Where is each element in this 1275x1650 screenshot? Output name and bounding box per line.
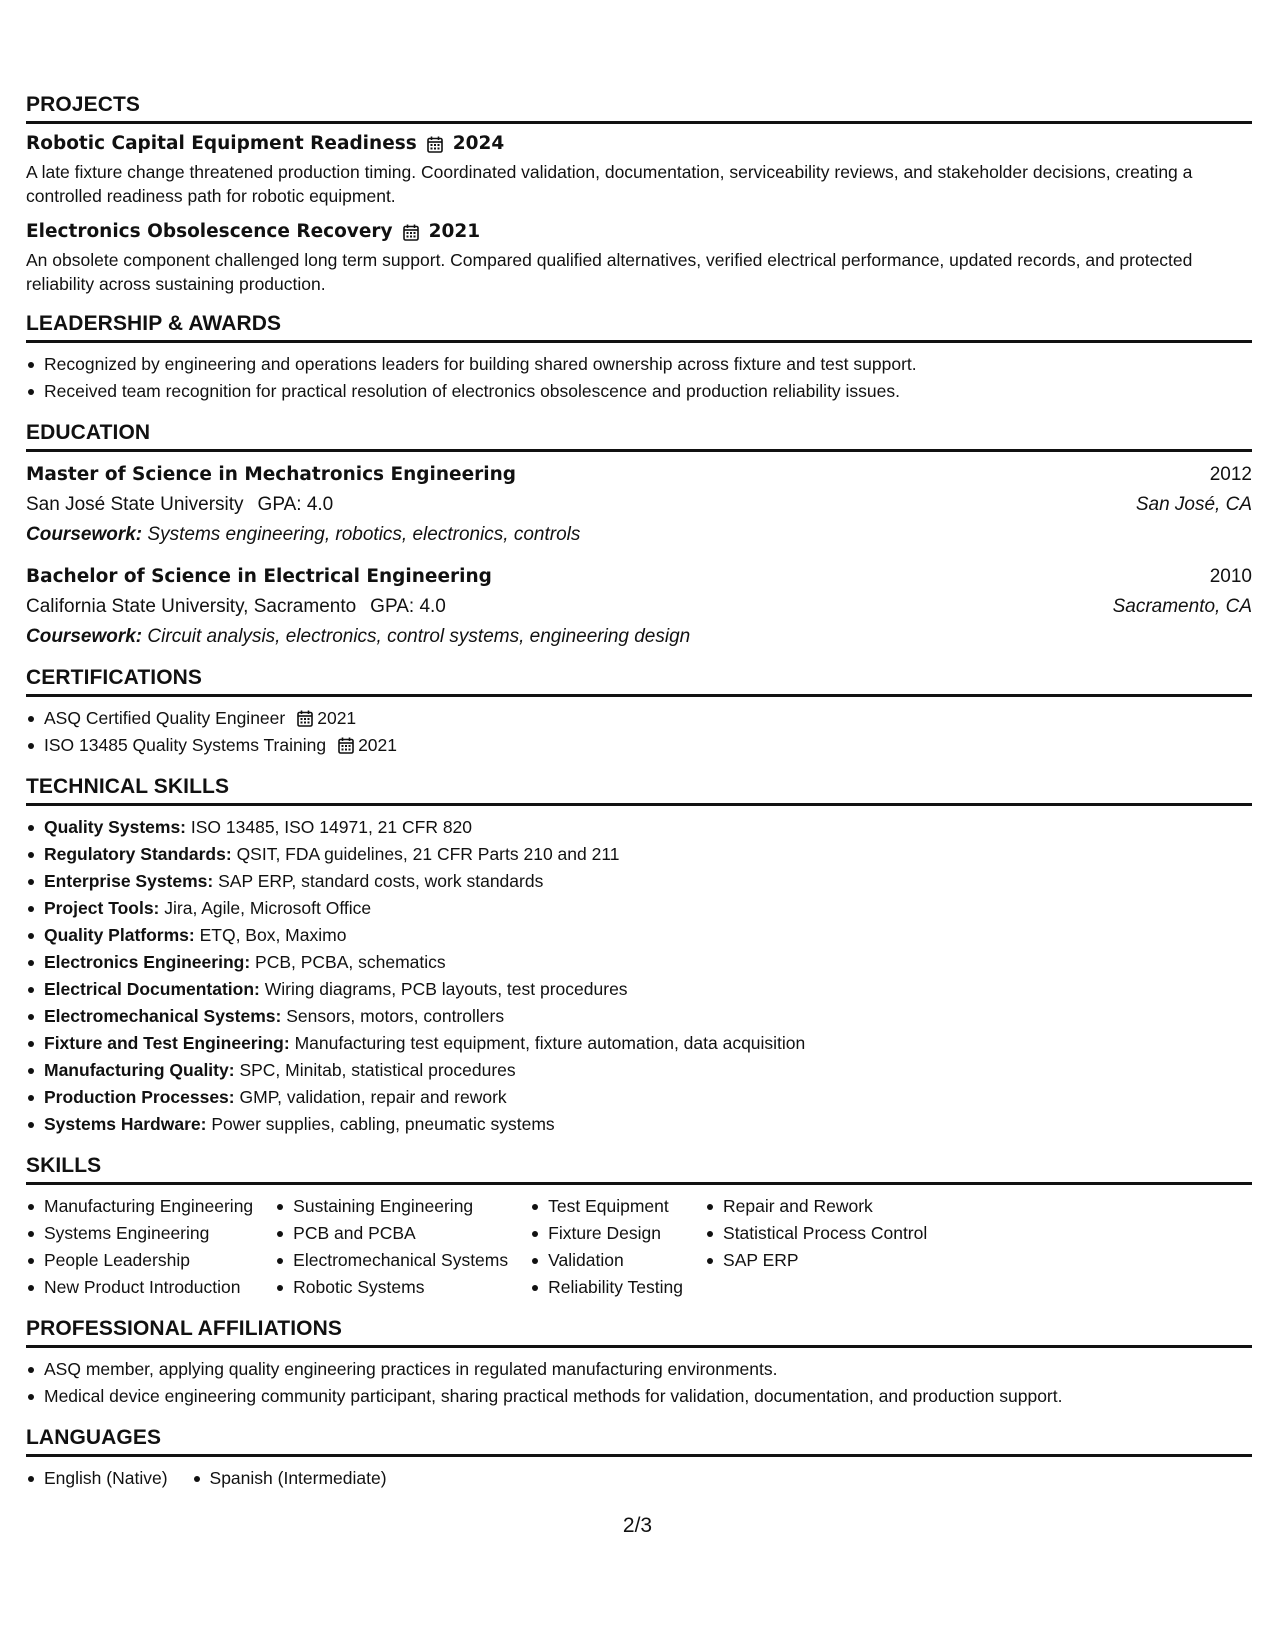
list-item: Robotic Systems (293, 1274, 508, 1301)
list-item (44, 841, 1252, 868)
section-title-skills: SKILLS (26, 1154, 1252, 1185)
coursework: Circuit analysis, electronics, control systems, engineering design (147, 626, 691, 647)
affiliations-list (26, 1356, 1252, 1410)
list-item (44, 922, 1252, 949)
list-item: New Product Introduction (44, 1274, 253, 1301)
graduation-year: 2010 (1209, 566, 1252, 587)
skill-value: Sensors, motors, controllers (286, 1006, 505, 1026)
project-item (26, 220, 1252, 296)
skills-section (26, 1154, 1252, 1301)
school-location: Sacramento, CA (1112, 596, 1252, 617)
skill-value: Wiring diagrams, PCB layouts, test procedures (264, 979, 628, 999)
leadership-section (26, 312, 1252, 405)
gpa: GPA: 4.0 (257, 494, 334, 515)
page-number: 2/3 (622, 1514, 653, 1537)
skills-column (705, 1193, 927, 1301)
list-item: Statistical Process Control (723, 1220, 927, 1247)
certification-name: ASQ Certified Quality Engineer (44, 708, 286, 728)
skill-value: GMP, validation, repair and rework (239, 1087, 507, 1107)
gpa: GPA: 4.0 (370, 596, 446, 617)
list-item: Manufacturing Engineering (44, 1193, 253, 1220)
calendar-icon (297, 710, 313, 727)
graduation-year: 2012 (1209, 464, 1252, 485)
certification-year: 2021 (358, 735, 398, 755)
list-item: Test Equipment (548, 1193, 683, 1220)
leadership-list (26, 351, 1252, 405)
list-item: Repair and Rework (723, 1193, 927, 1220)
list-item: Fixture Design (548, 1220, 683, 1247)
skill-label: Electromechanical Systems: (44, 1006, 282, 1026)
skill-label: Quality Platforms: (44, 925, 195, 945)
skill-label: Production Processes: (44, 1087, 235, 1107)
skill-label: Electrical Documentation: (44, 979, 260, 999)
skill-value: PCB, PCBA, schematics (255, 952, 446, 972)
skills-grid (26, 1193, 1252, 1301)
skill-value: ISO 13485, ISO 14971, 21 CFR 820 (190, 817, 473, 837)
list-item: Sustaining Engineering (293, 1193, 508, 1220)
skills-column (26, 1193, 253, 1301)
list-item (44, 732, 1252, 759)
list-item (44, 1030, 1252, 1057)
project-description: A late fixture change threatened production timing. Coordinated validation, documentation, serviceability reviews, and stakeholder decisions, creating a controlled readiness path for robotic equipment. (26, 162, 1193, 206)
list-item: Validation (548, 1247, 683, 1274)
list-item: Received team recognition for practical resolution of electronics obsolescence and production reliability issues. (44, 378, 1252, 405)
education-item (26, 460, 1252, 550)
languages-list (26, 1465, 429, 1492)
skill-label: Enterprise Systems: (44, 871, 214, 891)
certification-name: ISO 13485 Quality Systems Training (44, 735, 327, 755)
skill-value: ETQ, Box, Maximo (199, 925, 347, 945)
resume-page (26, 93, 1252, 1508)
section-title-languages: LANGUAGES (26, 1426, 1252, 1457)
list-item: PCB and PCBA (293, 1220, 508, 1247)
project-name: Robotic Capital Equipment Readiness (26, 133, 417, 154)
technical-skills-section (26, 775, 1252, 1138)
skill-value: Jira, Agile, Microsoft Office (164, 898, 372, 918)
section-title-affiliations: PROFESSIONAL AFFILIATIONS (26, 1317, 1252, 1348)
list-item (44, 1084, 1252, 1111)
school-location: San José, CA (1135, 494, 1252, 515)
list-item (44, 868, 1252, 895)
skill-value: QSIT, FDA guidelines, 21 CFR Parts 210 and 211 (236, 844, 620, 864)
degree-name: Master of Science in Mechatronics Engineering (26, 464, 517, 485)
section-title-technical-skills: TECHNICAL SKILLS (26, 775, 1252, 806)
list-item: Reliability Testing (548, 1274, 683, 1301)
certification-year: 2021 (317, 708, 357, 728)
project-description: An obsolete component challenged long term support. Compared qualified alternatives, verified electrical performance, updated records, and protected reliability across sustaining production. (26, 250, 1193, 294)
skill-label: Quality Systems: (44, 817, 186, 837)
education-section (26, 421, 1252, 652)
calendar-icon (338, 737, 354, 754)
skill-label: Project Tools: (44, 898, 160, 918)
project-item (26, 132, 1252, 208)
skill-value: SAP ERP, standard costs, work standards (218, 871, 544, 891)
skill-value: SPC, Minitab, statistical procedures (239, 1060, 516, 1080)
list-item (44, 1111, 1252, 1138)
affiliations-section (26, 1317, 1252, 1410)
school-name: California State University, Sacramento (26, 596, 357, 617)
languages-section (26, 1426, 1252, 1492)
skills-column (530, 1193, 683, 1301)
section-title-education: EDUCATION (26, 421, 1252, 452)
degree-name: Bachelor of Science in Electrical Engineering (26, 566, 492, 587)
list-item (44, 705, 1252, 732)
coursework-label: Coursework: (26, 626, 143, 647)
education-item (26, 562, 1252, 652)
skills-column (275, 1193, 508, 1301)
skill-label: Systems Hardware: (44, 1114, 207, 1134)
list-item (44, 976, 1252, 1003)
list-item: SAP ERP (723, 1247, 927, 1274)
skill-label: Regulatory Standards: (44, 844, 232, 864)
list-item (44, 814, 1252, 841)
list-item: Systems Engineering (44, 1220, 253, 1247)
certifications-list (26, 705, 1252, 759)
project-name: Electronics Obsolescence Recovery (26, 221, 393, 242)
skill-value: Power supplies, cabling, pneumatic systems (211, 1114, 555, 1134)
skill-value: Manufacturing test equipment, fixture automation, data acquisition (294, 1033, 806, 1053)
calendar-icon (427, 136, 443, 153)
list-item: English (Native) (44, 1465, 168, 1492)
skill-label: Fixture and Test Engineering: (44, 1033, 290, 1053)
calendar-icon (403, 224, 419, 241)
projects-section (26, 93, 1252, 296)
skill-label: Electronics Engineering: (44, 952, 251, 972)
project-year: 2021 (428, 221, 481, 242)
list-item (44, 1003, 1252, 1030)
section-title-leadership: LEADERSHIP & AWARDS (26, 312, 1252, 343)
list-item (44, 895, 1252, 922)
list-item (44, 1057, 1252, 1084)
list-item: Medical device engineering community participant, sharing practical methods for validation, documentation, and production support. (44, 1383, 1252, 1410)
list-item (44, 949, 1252, 976)
technical-skills-list (26, 814, 1252, 1138)
section-title-certifications: CERTIFICATIONS (26, 666, 1252, 697)
section-title-projects: PROJECTS (26, 93, 1252, 124)
coursework: Systems engineering, robotics, electronics, controls (147, 524, 581, 545)
list-item: Electromechanical Systems (293, 1247, 508, 1274)
school-name: San José State University (26, 494, 244, 515)
skill-label: Manufacturing Quality: (44, 1060, 235, 1080)
coursework-label: Coursework: (26, 524, 143, 545)
project-year: 2024 (452, 133, 505, 154)
list-item: Recognized by engineering and operations leaders for building shared ownership across fixture and test support. (44, 351, 1252, 378)
list-item: People Leadership (44, 1247, 253, 1274)
certifications-section (26, 666, 1252, 759)
list-item: ASQ member, applying quality engineering practices in regulated manufacturing environments. (44, 1356, 1252, 1383)
list-item: Spanish (Intermediate) (210, 1465, 387, 1492)
